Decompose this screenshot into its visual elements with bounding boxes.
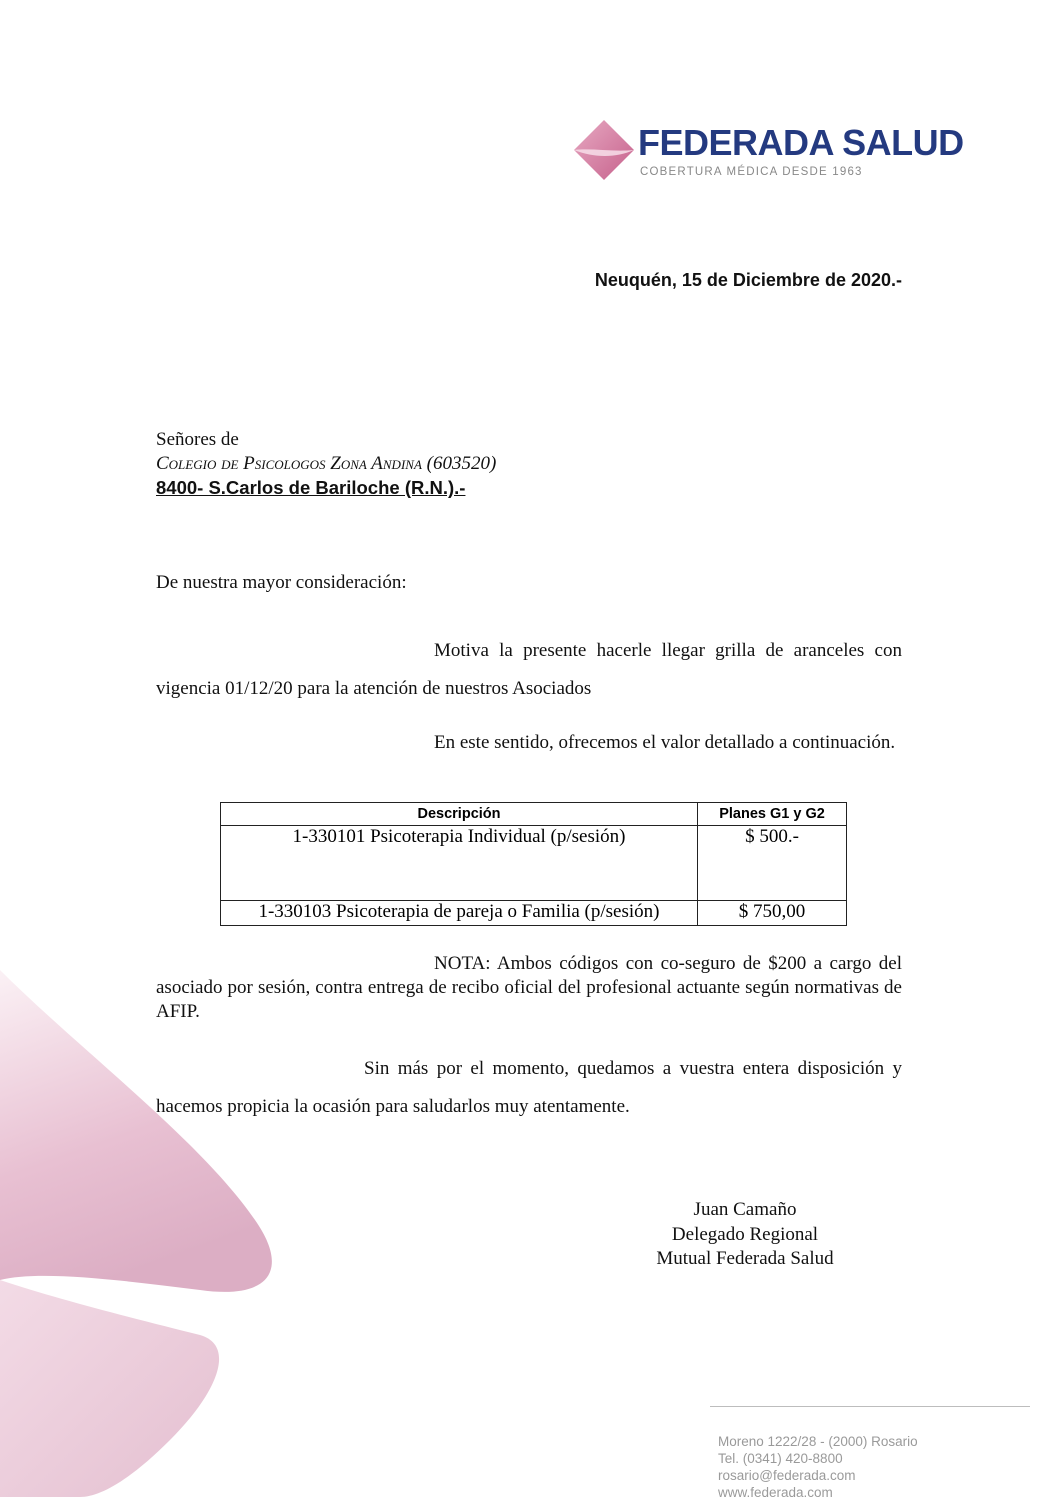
row-price: $ 500.-: [698, 826, 847, 901]
recipient-institution: Colegio de Psicologos Zona Andina (603520): [156, 453, 497, 474]
footer-address: Moreno 1222/28 - (2000) Rosario: [718, 1434, 918, 1449]
signature-block: [620, 1198, 870, 1272]
signature-name: Juan Camaño: [693, 1199, 797, 1220]
greeting: De nuestra mayor consideración:: [156, 572, 407, 593]
fee-table: [220, 802, 847, 926]
footer-email: rosario@federada.com: [718, 1468, 856, 1483]
paragraph-offer: En este sentido, ofrecemos el valor detallado a continuación.: [434, 732, 896, 753]
footer-phone: Tel. (0341) 420-8800: [718, 1451, 843, 1466]
column-header-description: Descripción: [221, 803, 698, 826]
letter-date: Neuquén, 15 de Diciembre de 2020.-: [594, 270, 902, 290]
logo-name: FEDERADA SALUD: [638, 122, 964, 163]
row-price: $ 750,00: [698, 901, 847, 926]
table-header-row: [221, 803, 847, 826]
logo-tagline: COBERTURA MÉDICA DESDE 1963: [640, 166, 863, 178]
table-row: [221, 826, 847, 901]
paragraph-note: NOTA: Ambos códigos con co-seguro de $200 a cargo del asociado por sesión, contra entrega de recibo oficial del profesional actuante según normativas de AFIP.: [156, 953, 902, 1022]
column-header-plans: Planes G1 y G2: [698, 803, 847, 826]
footer-web: www.federada.com: [718, 1485, 833, 1497]
paragraph-intro: Motiva la presente hacerle llegar grilla de aranceles con vigencia 01/12/20 para la atención de nuestros Asociados: [156, 640, 902, 699]
row-description: 1-330103 Psicoterapia de pareja o Familia (p/sesión): [221, 901, 698, 926]
signature-org: Mutual Federada Salud: [656, 1248, 834, 1269]
recipient-city: 8400- S.Carlos de Bariloche (R.N.).-: [156, 477, 466, 498]
signature-title: Delegado Regional: [671, 1223, 819, 1245]
diamond-logo-icon: [572, 118, 636, 182]
footer-contact: [718, 1433, 918, 1497]
recipient-salutation: Señores de: [156, 429, 239, 450]
footer-divider: [710, 1406, 1030, 1407]
row-description: 1-330101 Psicoterapia Individual (p/sesión): [221, 826, 698, 901]
recipient-block: [156, 428, 496, 500]
federada-salud-logo: [572, 118, 964, 188]
paragraph-closing: Sin más por el momento, quedamos a vuestra entera disposición y hacemos propicia la ocasión para saludarlos muy atentamente.: [156, 1058, 902, 1117]
table-row: [221, 901, 847, 926]
